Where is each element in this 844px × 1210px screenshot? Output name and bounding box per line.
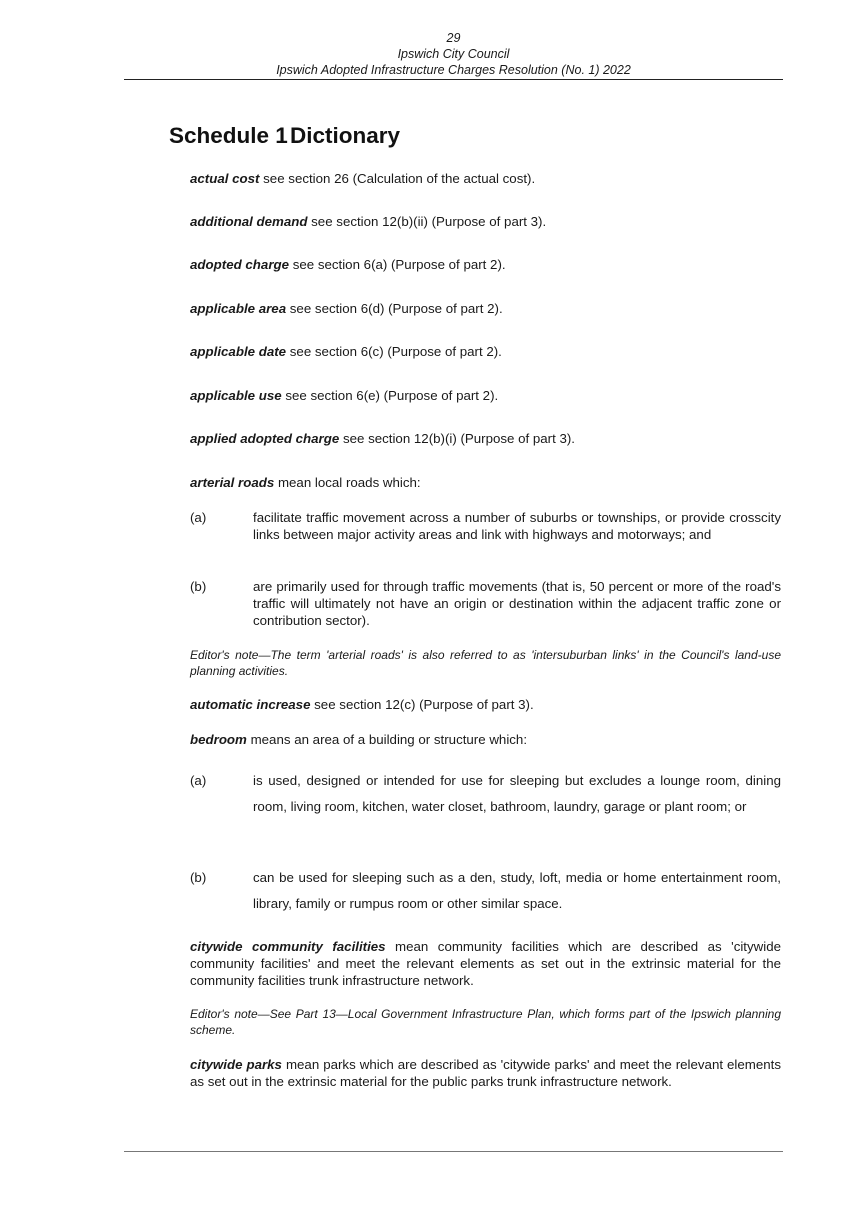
term: automatic increase (190, 697, 311, 712)
footer-divider (124, 1151, 783, 1152)
list-label: (b) (190, 870, 207, 885)
term: applicable area (190, 301, 287, 316)
definition: means an area of a building or structure which: (246, 732, 528, 747)
schedule-title: Dictionary (290, 123, 401, 148)
entry-automatic-increase (190, 696, 781, 713)
term: citywide community facilities (190, 939, 386, 954)
entry-applicable-area (190, 300, 781, 317)
term: arterial roads (190, 475, 275, 490)
schedule-number: Schedule 1 (169, 123, 288, 148)
entry-applicable-use (190, 387, 781, 404)
page-number: 29 (446, 31, 461, 45)
resolution-title: Ipswich Adopted Infrastructure Charges Resolution (No. 1) 2022 (276, 63, 631, 77)
entry-applicable-date (190, 343, 781, 360)
definition: see section 12(c) (Purpose of part 3). (310, 697, 534, 712)
term: adopted charge (190, 257, 290, 272)
editor-note: Editor's note—See Part 13—Local Government Infrastructure Plan, which forms part of the Ipswich planning scheme. (190, 1007, 781, 1037)
council-name: Ipswich City Council (397, 47, 510, 61)
definition: mean community facilities which are described as 'citywide community facilities' and meet the relevant elements as set out in the extrinsic material for the community facilities trunk infrastructure network. (190, 939, 781, 988)
list-label: (a) (190, 510, 207, 525)
definition: see section 6(c) (Purpose of part 2). (286, 344, 502, 359)
list-item (190, 768, 781, 820)
term: applicable use (190, 388, 282, 403)
entry-applied-adopted-charge (190, 430, 781, 447)
entry-citywide-community-facilities (190, 938, 781, 989)
term: bedroom (190, 732, 247, 747)
list-item (190, 578, 781, 629)
term: applied adopted charge (190, 431, 340, 446)
definition: see section 6(e) (Purpose of part 2). (281, 388, 499, 403)
list-text: is used, designed or intended for use for sleeping but excludes a lounge room, dining room, living room, kitchen, water closet, bathroom, laundry, garage or plant room; or (253, 773, 781, 814)
entry-citywide-parks (190, 1056, 781, 1090)
definition: see section 12(b)(i) (Purpose of part 3). (339, 431, 576, 446)
list-text: facilitate traffic movement across a number of suburbs or townships, or provide crosscity links between major activity areas and link with highways and motorways; and (253, 510, 781, 542)
definition: see section 6(d) (Purpose of part 2). (286, 301, 503, 316)
list-label: (b) (190, 579, 207, 594)
list-text: can be used for sleeping such as a den, study, loft, media or home entertainment room, library, family or rumpus room or other similar space. (253, 870, 781, 911)
term: additional demand (190, 214, 308, 229)
page-header (124, 30, 783, 78)
definition: see section 26 (Calculation of the actual cost). (259, 171, 536, 186)
entry-arterial-roads (190, 474, 781, 491)
entry-adopted-charge (190, 256, 781, 273)
definition: mean parks which are described as 'citywide parks' and meet the relevant elements as set out in the extrinsic material for the public parks trunk infrastructure network. (190, 1057, 781, 1089)
list-item (190, 509, 781, 543)
list-label: (a) (190, 773, 207, 788)
schedule-heading (169, 123, 400, 149)
entry-actual-cost (190, 170, 781, 187)
definition: see section 12(b)(ii) (Purpose of part 3). (307, 214, 547, 229)
term: applicable date (190, 344, 287, 359)
entry-additional-demand (190, 213, 781, 230)
entry-bedroom (190, 731, 781, 748)
list-text: are primarily used for through traffic movements (that is, 50 percent or more of the road's traffic will ultimately not have an origin or destination within the adjacent traffic zone or contribution sector). (253, 579, 781, 628)
header-divider (124, 79, 783, 80)
editor-note: Editor's note—The term 'arterial roads' is also referred to as 'intersuburban links' in the Council's land-use planning activities. (190, 648, 781, 678)
term: actual cost (190, 171, 260, 186)
list-item (190, 865, 781, 917)
definition: mean local roads which: (274, 475, 421, 490)
term: citywide parks (190, 1057, 282, 1072)
definition: see section 6(a) (Purpose of part 2). (289, 257, 506, 272)
